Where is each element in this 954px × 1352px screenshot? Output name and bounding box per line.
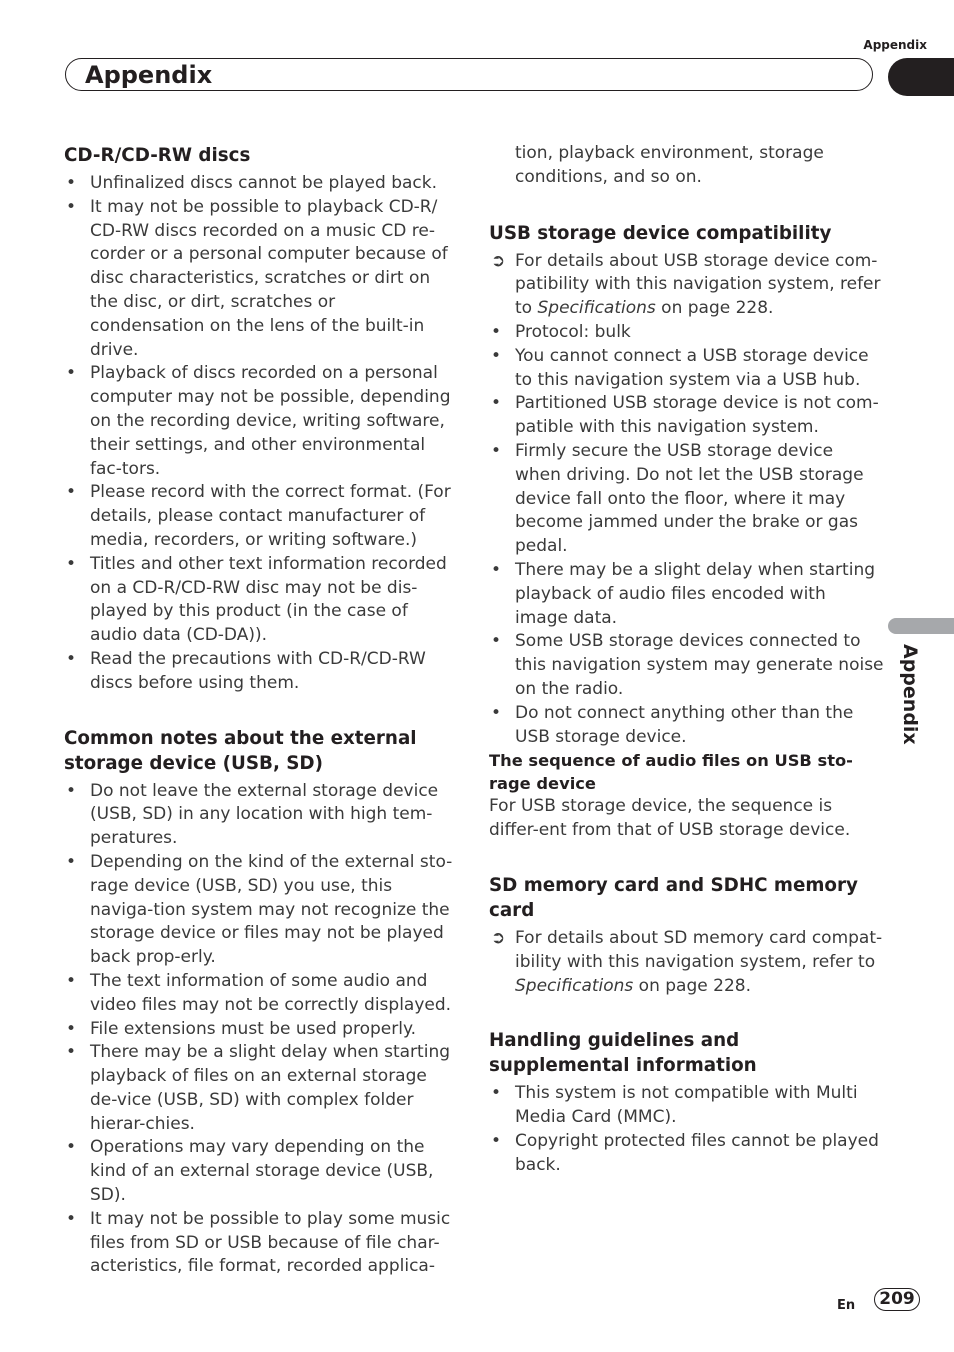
bullet-icon: • <box>491 345 502 366</box>
list-item: • Playback of discs recorded on a personal computer may not be possible, depending on the recording device, writing software, their settings, and other environmental fac-tors. <box>66 363 451 479</box>
bullet-icon: • <box>491 702 502 723</box>
sd-heading: SD memory card and SDHC memory card <box>489 874 858 921</box>
side-tab-label: Appendix <box>899 644 921 745</box>
list-item: • Copyright protected files cannot be played back. <box>491 1130 879 1175</box>
list-item: • Operations may vary depending on the kind of an external storage device (USB, SD). <box>66 1137 434 1206</box>
sequence-heading: The sequence of audio files on USB sto-rage device <box>489 751 853 794</box>
list-item: • Please record with the correct format. (For details, please contact manufacturer of media, recorders, or writing software.) <box>66 482 451 550</box>
bullet-icon: • <box>491 440 502 461</box>
handling-heading: Handling guidelines and supplemental information <box>489 1030 757 1077</box>
list-item: • The text information of some audio and video files may not be correctly displayed. <box>66 970 452 1015</box>
sequence-text: For USB storage device, the sequence is differ-ent from that of USB storage device. <box>489 796 851 841</box>
running-header: Appendix <box>863 38 927 52</box>
bullet-icon: • <box>491 631 502 652</box>
list-item: • Partitioned USB storage device is not com-patible with this navigation system. <box>491 393 879 438</box>
continued-text: tion, playback environment, storage conditions, and so on. <box>515 143 824 187</box>
list-item: • This system is not compatible with Multi Media Card (MMC). <box>491 1083 858 1128</box>
list-item: • Some USB storage devices connected to this navigation system may generate noise on the radio. <box>491 631 884 699</box>
list-item: • Read the precautions with CD-R/CD-RW discs before using them. <box>66 648 426 693</box>
bullet-icon: • <box>66 1208 77 1229</box>
right-column <box>489 141 884 1178</box>
list-item: • Unfinalized discs cannot be played back. <box>64 172 454 196</box>
page-number: 209 <box>874 1288 920 1311</box>
list-item: • File extensions must be used properly. <box>64 1018 454 1042</box>
bullet-icon: • <box>66 173 77 193</box>
specifications-link[interactable]: Specifications <box>515 975 634 996</box>
footer-language: En <box>837 1298 856 1313</box>
list-item: • Titles and other text information recorded on a CD-R/CD-RW disc may not be dis-played by this product (in the case of audio data (CD-DA)). <box>66 553 447 646</box>
bullet-icon: • <box>491 393 502 414</box>
specifications-link[interactable]: Specifications <box>537 298 656 319</box>
external-storage-heading: Common notes about the external storage device (USB, SD) <box>64 727 417 774</box>
sd-reference: ➲ For details about SD memory card compat-ibility with this navigation system, refer to Specifications on page 228. <box>491 927 883 996</box>
list-item: • Depending on the kind of the external sto-rage device (USB, SD) you use, this naviga-tion system may not recognize the storage device or files may not be played back prop-erly. <box>66 851 453 968</box>
section-tab-grey <box>888 618 954 634</box>
bullet-icon: • <box>66 1018 77 1039</box>
bullet-icon: • <box>66 553 77 574</box>
bullet-icon: • <box>66 363 77 384</box>
bullet-icon: • <box>66 1137 77 1158</box>
page-title-box <box>65 58 873 91</box>
list-item: • There may be a slight delay when starting playback of files on an external storage de-vice (USB, SD) with complex folder hierar-chies. <box>66 1042 451 1134</box>
bullet-icon: • <box>66 482 77 503</box>
bullet-icon: • <box>491 1083 502 1104</box>
left-column <box>64 141 454 1279</box>
list-item: • It may not be possible to play some music files from SD or USB because of file char-acteristics, file format, recorded applica- <box>66 1208 451 1277</box>
usb-reference: ➲ For details about USB storage device com-patibility with this navigation system, refer to Specifications on page 228. <box>491 250 881 319</box>
list-item: • Firmly secure the USB storage device when driving. Do not let the USB storage device fall onto the floor, where it may become jammed under the brake or gas pedal. <box>491 440 864 557</box>
handling-list <box>489 1082 884 1177</box>
bullet-icon: • <box>491 1130 502 1151</box>
bullet-icon: • <box>66 1042 77 1063</box>
bullet-icon: • <box>66 851 77 872</box>
bullet-icon: • <box>66 780 77 801</box>
list-item: • Protocol: bulk <box>489 321 884 345</box>
arrow-right-icon: ➲ <box>491 927 506 948</box>
bullet-icon: • <box>491 321 502 342</box>
cd-heading: CD-R/CD-RW discs <box>64 145 251 166</box>
sd-list <box>489 927 884 998</box>
bullet-icon: • <box>491 559 502 580</box>
list-item: • There may be a slight delay when starting playback of audio files encoded with image data. <box>491 559 876 628</box>
list-item: • Do not connect anything other than the USB storage device. <box>491 702 854 747</box>
page-title: Appendix <box>85 61 213 89</box>
usb-heading: USB storage device compatibility <box>489 222 832 244</box>
cd-list <box>64 172 454 696</box>
list-item: • Do not leave the external storage device (USB, SD) in any location with high tem-peratures. <box>66 780 439 849</box>
usb-list <box>489 250 884 750</box>
bullet-icon: • <box>66 196 77 217</box>
bullet-icon: • <box>66 648 77 669</box>
bullet-icon: • <box>66 970 77 991</box>
arrow-right-icon: ➲ <box>491 250 506 271</box>
section-tab-black <box>888 58 954 96</box>
list-item: • It may not be possible to playback CD-R/ CD-RW discs recorded on a music CD re-corder or a personal computer because of disc characteristics, scratches or dirt on the disc, or dirt, scratches or condensation on the lens of the built-in drive. <box>66 196 448 360</box>
list-item: • You cannot connect a USB storage device to this navigation system via a USB hub. <box>491 345 869 390</box>
external-storage-list <box>64 780 454 1280</box>
